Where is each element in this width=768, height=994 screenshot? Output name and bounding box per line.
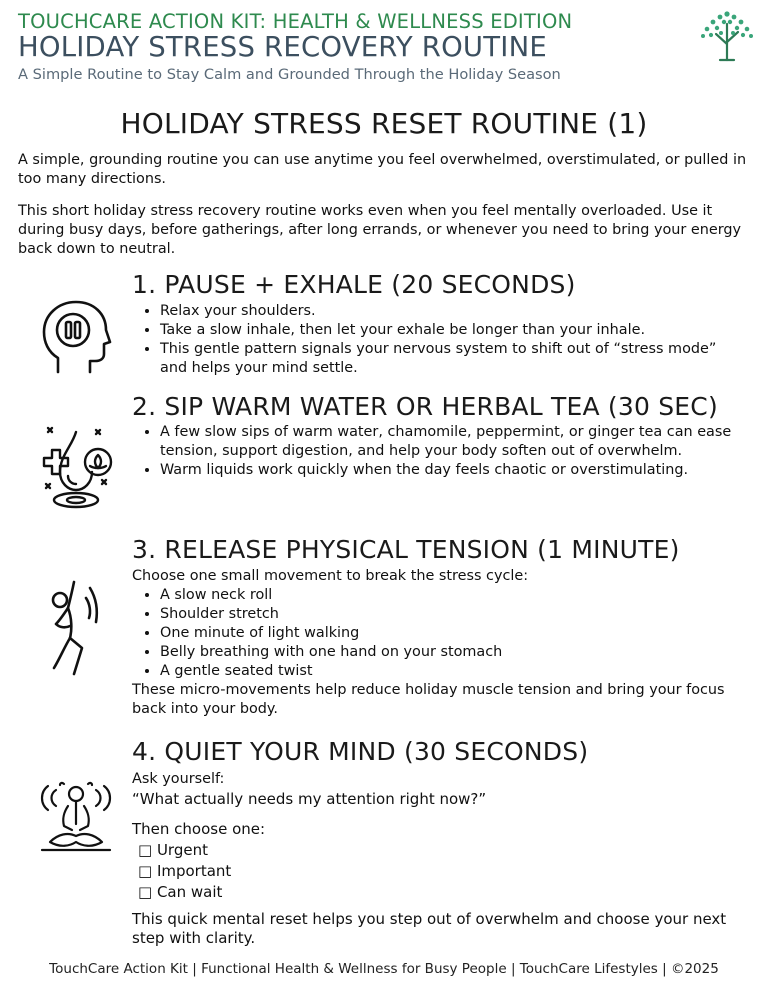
step-4-choose: Then choose one:: [132, 820, 266, 838]
stretching-person-icon: [46, 578, 106, 680]
head-pause-icon: [40, 298, 112, 376]
step-1-title: 1. PAUSE + EXHALE (20 SECONDS): [132, 270, 576, 299]
option-can-wait: □ Can wait: [138, 883, 223, 901]
option-urgent: □ Urgent: [138, 841, 208, 859]
routine-title: HOLIDAY STRESS RESET ROUTINE (1): [120, 107, 648, 140]
list-item: • A gentle seated twist: [160, 662, 744, 681]
intro-paragraph-1: A simple, grounding routine you can use anytime you feel overwhelmed, overstimulated, or pulled in too many directions.: [18, 152, 747, 187]
list-item: • Shoulder stretch: [160, 605, 744, 624]
step-4-options: [138, 840, 231, 903]
step-1-body: [132, 302, 744, 378]
list-item: • Belly breathing with one hand on your stomach: [160, 643, 744, 662]
step-2-title: 2. SIP WARM WATER OR HERBAL TEA (30 SEC): [132, 392, 718, 421]
list-item: • Warm liquids work quickly when the day feels chaotic or overstimulating.: [160, 461, 744, 480]
step-3-title: 3. RELEASE PHYSICAL TENSION (1 MINUTE): [132, 535, 680, 564]
list-item: • One minute of light walking: [160, 624, 744, 643]
water-drop-icon: [38, 424, 116, 514]
step-3-closing: These micro-movements help reduce holiday muscle tension and bring your focus back into your body.: [132, 682, 725, 717]
intro-paragraph-2: This short holiday stress recovery routine works even when you feel mentally overloaded. Use it during busy days, before gatherings, after long errands, or whenever you need to bring your energy back down to neutral.: [18, 203, 742, 257]
step-2-body: [132, 423, 744, 480]
step-4-question: “What actually needs my attention right now?”: [132, 790, 487, 808]
list-item: • Take a slow inhale, then let your exhale be longer than your inhale.: [160, 321, 744, 340]
step-3-body: [132, 567, 744, 719]
list-item: • Relax your shoulders.: [160, 302, 744, 321]
kit-title: TOUCHCARE ACTION KIT: HEALTH & WELLNESS EDITION: [18, 10, 573, 33]
subtitle: A Simple Routine to Stay Calm and Grounded Through the Holiday Season: [18, 66, 561, 83]
step-4-title: 4. QUIET YOUR MIND (30 SECONDS): [132, 737, 589, 766]
footer: TouchCare Action Kit | Functional Health & Wellness for Busy People | TouchCare Lifestyles | ©2025: [49, 961, 719, 977]
step-3-lead: Choose one small movement to break the stress cycle:: [132, 568, 529, 584]
step-4-lead: Ask yourself:: [132, 771, 225, 787]
option-important: □ Important: [138, 862, 232, 880]
meditation-icon: [34, 780, 118, 856]
list-item: • This gentle pattern signals your nervous system to shift out of “stress mode” and helps your mind settle.: [160, 340, 744, 378]
tree-logo-icon: [698, 8, 756, 64]
list-item: • A few slow sips of warm water, chamomile, peppermint, or ginger tea can ease tension, support digestion, and help your body soften out of overwhelm.: [160, 423, 744, 461]
main-title: HOLIDAY STRESS RECOVERY ROUTINE: [18, 31, 547, 63]
step-4-closing: This quick mental reset helps you step out of overwhelm and choose your next step with clarity.: [132, 910, 727, 947]
list-item: • A slow neck roll: [160, 586, 744, 605]
